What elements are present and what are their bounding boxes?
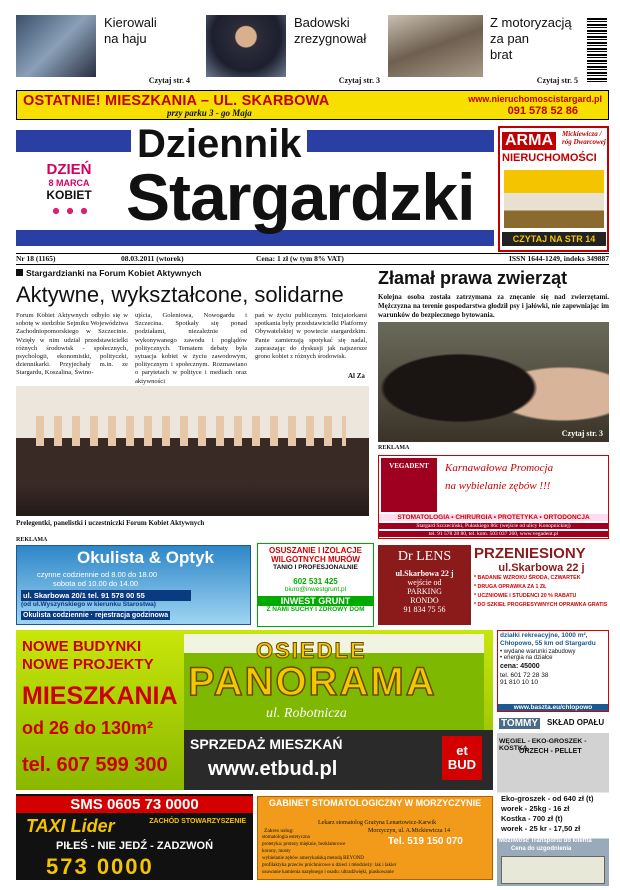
article-kicker xyxy=(16,268,201,278)
drlens-ad[interactable] xyxy=(378,545,471,625)
issue-date: 08.03.2011 (wtorek) xyxy=(121,254,184,263)
vegadent-logo: VEGADENT xyxy=(381,458,437,512)
teaser-3[interactable] xyxy=(388,15,584,85)
gabinet-doctor: Lekarz stomatolog Grażyna Lenartowicz-Karwik xyxy=(318,820,437,826)
vegadent-phone: tel. 91 578 28 80, tel. kom. 503 037 260, www.vegadent.pl xyxy=(379,531,608,537)
masthead-title-2: Stargardzki xyxy=(126,160,475,234)
flower-icon xyxy=(49,204,89,218)
gabinet-item-4: wybielanie zębów amerykańską metodą BEYOND xyxy=(262,856,364,861)
drlens-line-3: PARKING xyxy=(407,587,442,596)
osuszanie-phone: 602 531 425 xyxy=(293,577,338,586)
vegadent-promo-2: na wybielanie zębów !!! xyxy=(445,480,551,492)
gabinet-scope-label: Zakres usług: xyxy=(264,828,294,834)
tommy-name: TOMMY xyxy=(501,718,539,729)
arma-subtitle: NIERUCHOMOŚCI xyxy=(502,152,597,164)
badge-line-3: KOBIET xyxy=(46,188,92,202)
panorama-title-1: OSIEDLE xyxy=(256,638,367,663)
tommy-line-2: ORZECH - PELLET xyxy=(519,748,582,755)
article-kicker-text: Stargardzianki na Forum Kobiet Aktywnych xyxy=(26,268,202,278)
okulista-address: ul. Skarbowa 20/1 tel. 91 578 00 55 xyxy=(21,590,191,601)
animal-link[interactable]: Czytaj str. 3 xyxy=(561,429,603,438)
gabinet-item-6: usuwanie kamienia nazębnego i osadu: ultradźwięki, piaskowanie xyxy=(262,870,394,875)
square-bullet-icon xyxy=(16,269,23,276)
taxi-ad[interactable] xyxy=(16,794,253,880)
taxi-phone: 573 0000 xyxy=(46,854,154,879)
badge-line-1: DZIEŃ xyxy=(46,161,92,178)
vegadent-promo-1: Karnawałowa Promocja xyxy=(445,462,554,474)
tommy-price-4: worek - 25 kr - 17,50 zł xyxy=(501,824,581,833)
gabinet-item-3: korony, mosty xyxy=(262,849,291,854)
okulista-address-2: (od ul.Wyszyńskiego w kierunku Starostwa) xyxy=(21,601,156,608)
teaser-3-link[interactable]: Czytaj str. 5 xyxy=(536,76,578,85)
taxi-slogan: PIŁEŚ - NIE JEDŹ - ZADZWOŃ xyxy=(55,840,214,852)
taxi-name: TAXI Lider xyxy=(26,816,115,836)
teaser-2-title: Badowski zrezygnował xyxy=(294,15,367,46)
gabinet-item-2: protetyka: protezy mięknie, bezklamrowe xyxy=(262,842,346,847)
gabinet-item-1: stomatologia estetyczna xyxy=(262,835,310,840)
tommy-type: SKŁAD OPAŁU xyxy=(547,718,605,727)
dzialki-item-1: • wydane warunki zabudowy xyxy=(500,649,576,655)
teaser-1[interactable] xyxy=(16,15,196,85)
przeniesiony-item-1: * BADANIE WZROKU ŚRODA, CZWARTEK xyxy=(474,575,581,581)
teaser-2[interactable] xyxy=(206,15,386,85)
okulista-hours-1: czynne codziennie od 8.00 do 18.00 xyxy=(37,570,158,579)
tommy-price-3: Kostka - 700 zł (t) xyxy=(501,814,563,823)
teaser-1-image xyxy=(16,15,96,77)
okulista-title: Okulista & Optyk xyxy=(77,548,214,567)
osuszanie-sub: TANIO I PROFESJONALNIE xyxy=(273,564,358,571)
arma-name: ARMA xyxy=(502,132,556,150)
tommy-price-2: worek - 25kg - 16 zł xyxy=(501,804,570,813)
osuszanie-title: OSUSZANIE I IZOLACJE WILGOTNYCH MURÓW xyxy=(269,546,362,564)
arma-building-image xyxy=(504,170,604,228)
przeniesiony-address: ul.Skarbowa 22 j xyxy=(498,562,585,574)
tommy-transport: Możliwość Transportu do klienta xyxy=(499,838,592,844)
teaser-2-image xyxy=(206,15,286,77)
dzialki-price: cena: 45000 xyxy=(500,663,540,670)
panorama-left-4: od 26 do 130m² xyxy=(22,718,154,738)
teaser-3-image xyxy=(388,15,483,77)
dzialki-item-2: • energia na działce xyxy=(500,655,553,661)
barcode xyxy=(587,18,607,82)
masthead xyxy=(16,122,494,250)
dzialki-ad[interactable] xyxy=(497,630,609,712)
animal-lead: Kolejna osoba została zatrzymana za znęcanie się nad zwierzętami. Mężczyzna na terenie gospodarstwa głodził psy i jałówki, nie zapewniając im warunków do bezpiecznego bytowania. xyxy=(378,293,609,319)
gabinet-phone: Tel. 519 150 070 xyxy=(388,836,463,847)
drlens-address: ul.Skarbowa 22 j xyxy=(395,569,454,578)
okulista-ad[interactable] xyxy=(16,545,251,625)
przeniesiony-item-3: * UCZNIOWIE I STUDENCI 20 % RABATU xyxy=(474,593,577,599)
przeniesiony-item-2: * DRUGA OPRAWKA ZA 1 ZŁ xyxy=(474,584,547,590)
arma-ad[interactable] xyxy=(498,126,609,252)
gabinet-address: Morzyczyn, ul. A.Mickiewicza 14 xyxy=(368,828,450,834)
badge-line-2: 8 MARCA xyxy=(48,178,90,188)
article-col-3: pań w życiu publicznym. Inicjatorkami spotkania były przedstawicielki Platformy Obywatelskiej w powiecie stargardzkim. Panie zamierzają spotykać się nadal, zapraszając do dyskusji jak najszersze grono kobiet z różnych środowisk. xyxy=(255,312,367,361)
tommy-price-1: Eko-groszek - od 640 zł (t) xyxy=(501,794,594,803)
teaser-3-title: Z motoryzacją za pan brat xyxy=(490,15,572,62)
przeniesiony-title: PRZENIESIONY xyxy=(474,545,586,562)
article-col-2: ujścia, Goleniowa, Nowogardu i Szczecina. Spotkały się ponad podziałami, niezależnie od wykonywanego zawodu i poglądów politycznych. Tematem debaty była sytuacja kobiet w życiu zawodowym, politycznym i społecznym. Rozmawiano o parytetach w polityce i mediach oraz aktywności xyxy=(135,312,247,385)
panorama-left-5: tel. 607 599 300 xyxy=(22,754,168,776)
top-banner-url[interactable]: www.nieruchomoscistargard.pl xyxy=(468,94,602,104)
issn: ISSN 1644-1249, indeks 349887 xyxy=(508,254,609,263)
panorama-left-1: NOWE BUDYNKI xyxy=(22,638,142,655)
arma-cta[interactable]: CZYTAJ NA STR 14 xyxy=(502,232,606,246)
gabinet-ad[interactable] xyxy=(257,796,493,880)
okulista-hours-2: sobota od 10.00 do 14.00 xyxy=(53,579,139,588)
drlens-line-2: wejście od xyxy=(407,578,442,587)
tommy-map xyxy=(501,856,605,884)
womens-day-badge xyxy=(38,162,100,222)
panorama-left-3: MIESZKANIA xyxy=(22,682,178,710)
article-headline[interactable]: Aktywne, wykształcone, solidarne xyxy=(16,282,344,307)
top-banner-main: OSTATNIE! MIESZKANIA – UL. SKARBOWA xyxy=(23,93,330,109)
teaser-1-title: Kierowali na haju xyxy=(104,15,157,46)
panorama-ad[interactable] xyxy=(16,630,493,790)
info-bar xyxy=(16,253,609,265)
article-caption: Prelegentki, panelistki i uczestniczki Forum Kobiet Aktywnych xyxy=(16,519,205,527)
osuszanie-ad[interactable] xyxy=(257,543,374,627)
panorama-url[interactable]: www.etbud.pl xyxy=(208,758,338,780)
vegadent-services: STOMATOLOGIA • CHIRURGIA • PROTETYKA • ORTODONCJA xyxy=(379,514,608,521)
animal-photo xyxy=(378,322,609,442)
vegadent-ad[interactable] xyxy=(378,455,609,539)
taxi-sub: ZACHÓD STOWARZYSZENIE xyxy=(149,818,246,825)
gabinet-title: GABINET STOMATOLOGICZNY W MORZYCZYNIE xyxy=(268,798,482,808)
issue-price: Cena: 1 zł (w tym 8% VAT) xyxy=(256,254,344,263)
przeniesiony-item-4: * DO SZKIEŁ PROGRESYWNYCH OPRAWKA GRATIS xyxy=(474,602,608,608)
panorama-sale: SPRZEDAŻ MIESZKAŃ xyxy=(190,736,343,752)
okulista-info: Okulista codziennie · rejestracja godzinowa xyxy=(23,612,169,619)
top-banner-phone: 091 578 52 86 xyxy=(507,105,578,117)
osuszanie-slogan: Z NAMI SUCHY I ZDROWY DOM xyxy=(266,606,365,613)
taxi-sms: SMS 0605 73 0000 xyxy=(16,796,253,813)
article-photo xyxy=(16,386,369,516)
article-author: Al Za xyxy=(348,372,365,380)
dzialki-phone: tel. 601 72 28 38 91 810 10 10 xyxy=(500,672,549,686)
article-col-1: Forum Kobiet Aktywnych odbyło się w sobotę w siedzibie Sejmiku Województwa Zachodniopomorskiego w Szczecinie. Wzięły w nim udział przedstawicielki różnych środowisk - społecznych, psychologii, ekonomistki, polityczki, dziennikarki. Przyjechały m.in. ze Stargardu, Koszalina, Świno- xyxy=(16,312,128,377)
top-banner[interactable] xyxy=(16,90,609,120)
dzialki-title: działki rekreacyjne, 1000 m², xyxy=(500,632,588,639)
reklama-label-2: REKLAMA xyxy=(16,537,48,543)
przeniesiony-ad[interactable] xyxy=(474,545,609,625)
reklama-label-1: REKLAMA xyxy=(378,445,410,451)
panorama-brand: et BUD xyxy=(442,736,482,780)
arma-address: Mickiewicza / róg Dwarcowej xyxy=(562,130,606,146)
tommy-line-1: WĘGIEL - EKO-GROSZEK - KOSTKA xyxy=(499,738,587,752)
panorama-street: ul. Robotnicza xyxy=(266,706,347,721)
top-banner-sub: przy parku 3 - go Maja xyxy=(167,108,252,118)
dzialki-location: Chłopowo, 55 km od Stargardu xyxy=(500,640,596,647)
gabinet-item-5: profilaktyka przeciw próchnicowe u dzieci i młodzieży: lak i lakier xyxy=(262,863,397,868)
animal-headline[interactable]: Złamał prawa zwierząt xyxy=(378,268,568,288)
drlens-line-4: RONDO xyxy=(410,596,439,605)
tommy-ad[interactable] xyxy=(497,716,609,886)
drlens-phone: 91 834 75 56 xyxy=(403,605,446,614)
issue-number: Nr 18 (1165) xyxy=(16,254,56,263)
drlens-name: Dr LENS xyxy=(397,549,452,564)
teaser-2-link[interactable]: Czytaj str. 3 xyxy=(338,76,380,85)
osuszanie-brand: INWEST GRUNT xyxy=(258,596,373,606)
vegadent-address: Stargard Szczeciński, Pułaskiego 86c (wejście od ulicy Konopnickiej) xyxy=(379,523,608,529)
tommy-price-note: Cena do uzgodnienia xyxy=(511,846,572,852)
teaser-1-link[interactable]: Czytaj str. 4 xyxy=(148,76,190,85)
panorama-title-2: PANORAMA xyxy=(188,660,437,704)
masthead-title-1: Dziennik xyxy=(131,122,307,166)
panorama-left-2: NOWE PROJEKTY xyxy=(22,656,154,673)
osuszanie-email[interactable]: biuro@inwestgrunt.pl xyxy=(284,586,347,593)
dzialki-url[interactable]: www.baszta.eu/chlopowo xyxy=(498,704,608,711)
